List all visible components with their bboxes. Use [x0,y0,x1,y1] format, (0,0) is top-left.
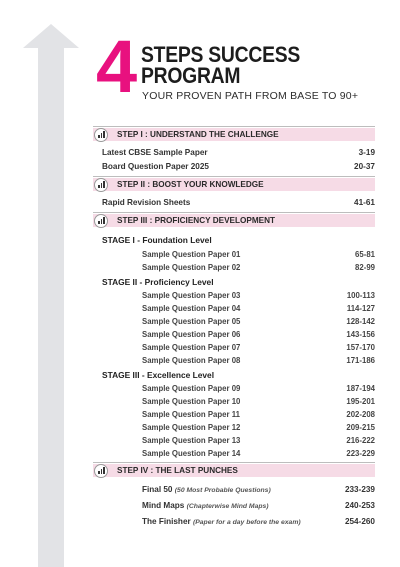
arrow-head-decoration [23,24,79,48]
list-item: Sample Question Paper 01 [142,250,241,259]
list-item: Sample Question Paper 14 [142,449,241,458]
list-item [142,516,301,528]
page-range: 3-19 [358,148,375,157]
page-range: 20-37 [354,162,375,171]
list-item [142,500,269,512]
page-range: 202-208 [346,410,375,419]
page-range: 187-194 [346,384,375,393]
page-range: 171-186 [346,356,375,365]
page-range: 240-253 [344,501,375,510]
step-2-label: STEP II : BOOST YOUR KNOWLEDGE [117,180,264,189]
item-note: (50 Most Probable Questions) [174,487,271,494]
list-item: Sample Question Paper 05 [142,317,241,326]
page-range: 254-260 [344,517,375,526]
list-item: Sample Question Paper 06 [142,330,241,339]
arrow-shaft-decoration [38,46,64,567]
page-range: 195-201 [346,397,375,406]
page-range: 157-170 [346,343,375,352]
page-range: 82-99 [355,263,375,272]
page-range: 41-61 [354,198,375,207]
step-4-label: STEP IV : THE LAST PUNCHES [117,466,238,475]
page-range: 143-156 [346,330,375,339]
item-note: (Paper for a day before the exam) [192,519,301,526]
signal-bars-icon [94,128,108,142]
page-range: 114-127 [346,304,375,313]
divider [93,126,375,127]
stage-heading: STAGE I - Foundation Level [102,235,212,245]
signal-bars-icon [94,464,108,478]
item-name: Final 50 [142,485,173,494]
page-range: 233-239 [344,485,375,494]
list-item: Rapid Revision Sheets [102,198,191,207]
step-1-label: STEP I : UNDERSTAND THE CHALLENGE [117,130,279,139]
stage-heading: STAGE III - Excellence Level [102,370,215,380]
list-item: Sample Question Paper 10 [142,397,241,406]
list-item: Sample Question Paper 09 [142,384,241,393]
page-range: 128-142 [346,317,375,326]
page-range: 209-215 [346,423,375,432]
subtitle: YOUR PROVEN PATH FROM BASE TO 90+ [142,90,359,102]
title-line-1: STEPS SUCCESS [141,42,301,67]
list-item: Sample Question Paper 04 [142,304,241,313]
list-item: Sample Question Paper 07 [142,343,241,352]
signal-bars-icon [94,214,108,228]
title-line-2: PROGRAM [141,63,241,88]
big-number-four: 4 [96,25,136,108]
item-name: The Finisher [142,517,191,526]
divider [93,176,375,177]
stage-heading: STAGE II - Proficiency Level [102,277,214,287]
divider [93,462,375,463]
step-3-label: STEP III : PROFICIENCY DEVELOPMENT [117,216,276,225]
list-item [142,484,271,496]
list-item: Sample Question Paper 08 [142,356,241,365]
list-item: Sample Question Paper 13 [142,436,241,445]
list-item: Latest CBSE Sample Paper [102,148,208,157]
item-name: Mind Maps [142,501,185,510]
divider [93,212,375,213]
page-range: 100-113 [346,291,375,300]
page-range: 65-81 [355,250,375,259]
page-range: 223-229 [346,449,375,458]
item-note: (Chapterwise Mind Maps) [186,503,269,510]
list-item: Sample Question Paper 11 [142,410,240,419]
page-range: 216-222 [346,436,375,445]
signal-bars-icon [94,178,108,192]
list-item: Sample Question Paper 03 [142,291,241,300]
list-item: Sample Question Paper 12 [142,423,241,432]
list-item: Sample Question Paper 02 [142,263,241,272]
list-item: Board Question Paper 2025 [102,162,209,171]
